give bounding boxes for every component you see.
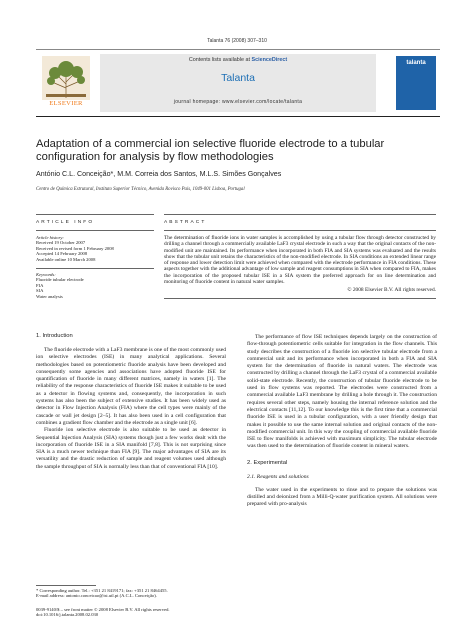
keyword: Water analysis xyxy=(36,293,63,299)
right-paragraph-1: The performance of flow ISE techniques depends largely on the construction of flow-through potentiometric cells suitable for integration in the flow channels. This study describes the construction of a fluoride ion selective tubular electrode from a commercial unit and its performance when incorporated in both a FIA and SIA system for the determination of fluoride in natural waters. The electrode was constructed by drilling a channel through the LaF3 crystal of a commercial available solid-state electrode. Recently, the construction of tubular fluoride electrode to be used in flow systems was reported. The electrodes were constructed from a commercial available LaF3 membrane by drilling a hole through it. The construction requires several other steps, namely housing the internal reference solution and the electrical contacts [11,12]. To our knowledge this is the first time that a commercial fluoride ISE is used in a tubular configuration, with a user friendly design that makes it possible to use the same internal solution and original contacts of the non-modified commercial unit. In this way the coupling of commercial available fluoride ISE to flow manifolds is achieved with maximum simplicity. The tubular electrode was then used to the determination of fluoride content in mineral waters. xyxy=(247,334,437,450)
section-heading-experimental: 2. Experimental xyxy=(247,459,288,466)
footnote xyxy=(36,585,226,599)
history-label: Article history: xyxy=(36,235,64,240)
doi-line[interactable]: doi:10.1016/j.talanta.2008.02.030 xyxy=(36,612,99,618)
article-info-column xyxy=(36,214,154,299)
article-title: Adaptation of a commercial ion selective fluoride electrode to a tubular configuration for analysis by flow methodologies xyxy=(36,138,385,164)
history-item: Available online 10 March 2008 xyxy=(36,256,96,262)
divider xyxy=(36,230,154,231)
divider xyxy=(164,230,436,231)
article-info-heading: ARTICLE INFO xyxy=(36,220,95,225)
corresponding-author-note: * Corresponding author. Tel.: +351 21 8419171; fax: +351 21 8464455. xyxy=(36,588,168,593)
divider xyxy=(36,214,154,215)
cover-title: talanta xyxy=(406,60,426,66)
footnote-divider xyxy=(36,585,96,586)
publisher-name: ELSEVIER xyxy=(49,100,83,107)
keyword: Fluoride tubular electrode xyxy=(36,277,84,283)
abstract-copyright: © 2008 Elsevier B.V. All rights reserved. xyxy=(347,287,436,294)
divider xyxy=(164,214,436,215)
keywords-label: Keywords: xyxy=(36,272,56,278)
journal-homepage[interactable]: journal homepage: www.elsevier.com/locate/talanta xyxy=(173,99,303,105)
keyword: FIA xyxy=(36,282,44,288)
publication-meta xyxy=(36,607,226,618)
history-item: Received in revised form 1 February 2008 xyxy=(36,245,114,251)
body-left-column xyxy=(36,333,226,471)
keyword: SIA xyxy=(36,288,44,294)
journal-reference: Talanta 76 (2008) 307–310 xyxy=(207,38,267,44)
divider xyxy=(36,268,154,269)
divider xyxy=(164,298,436,299)
body-right-column xyxy=(247,334,437,509)
author-list: António C.L. Conceição*, M.M. Correia dos Santos, M.L.S. Simões Gonçalves xyxy=(36,170,282,178)
contents-line xyxy=(100,57,376,63)
author-affiliation: Centro de Química Estrutural, Instituto Superior Técnico, Avenida Rovisco Pais, 1049-001 Lisboa, Portugal xyxy=(36,187,245,192)
abstract-column xyxy=(164,214,436,299)
journal-masthead xyxy=(36,49,440,117)
abstract-heading: ABSTRACT xyxy=(164,220,207,225)
sciencedirect-link[interactable]: ScienceDirect xyxy=(251,57,288,63)
abstract-text: The determination of fluoride ions in water samples is accomplished by using a tubular flow through detector constructed by drilling a channel through a commercially available LaF3 crystal electrode in such a way that the original contacts of the non-modified unit are maintained. Its performance when incorporated in both FIA and SIA systems was evaluated and the results show that the tubular unit retains the characteristics of the non-modified electrode. In SIA conditions an extended linear range of response and lower detection limit were achieved when compared with the electrode performance in FIA conditions. These aspects together with the additional advantage of low sample and reagent consumptions in SIA when compared to FIA, makes the incorporation of the proposed tubular ISE in a SIA system the preferred approach for on line determination and monitoring of fluoride content in natural water samples. xyxy=(164,235,437,286)
history-item: Received 19 October 2007 xyxy=(36,240,86,246)
history-item: Accepted 14 February 2008 xyxy=(36,251,88,257)
section-heading-introduction: 1. Introduction xyxy=(36,333,73,339)
contents-prefix: Contents lists available at xyxy=(188,57,250,63)
subsection-heading-reagents: 2.1. Reagents and solutions xyxy=(247,473,309,480)
intro-paragraph-1: The fluoride electrode with a LaF3 membrane is one of the most commonly used ion selective electrodes (ISE) in many analytical applications. Several methodologies based on potentiometric fluoride analysis have been developed and consequently some agencies and associations have adopted fluoride ISE for quantification of fluoride in many different matrices, namely in waters [1]. The reliability of the response characteristics of fluoride ISE makes it suitable to be used as a detector in flowing systems and, consequently, the incorporation in such systems has also been the subject of extensive studies. It has been widely used as detector in Flow Injection Analysis (FIA) where the cell types were mainly of the cascade or wall jet design [2–5]. It has also been used in a cell configuration that combines a gradient flow chamber and the electrode as a single unit [6]. xyxy=(36,347,226,426)
intro-paragraph-2: Fluoride ion selective electrode is also suitable to be used as detector in Sequential Injection Analysis (SIA) systems though just a few works dealt with the incorporation of fluoride ISE in a SIA manifold [7,8]. This is not surprising since SIA is a much newer technique than FIA [9]. The major advantages of SIA are its versatility and the drastic reduction of sample and reagent volumes used although the sample throughput of SIA is normally less than that of conventional FIA [10]. xyxy=(36,427,226,470)
email-note[interactable]: E-mail address: antonio.conceicao@ist.utl.pt (A.C.L. Conceição). xyxy=(36,593,157,599)
right-paragraph-2: The water used in the experiments to rinse and to prepare the solutions was distilled and deionized from a Milli-Q-water purification system. All solutions were prepared with pro-analysis xyxy=(247,486,437,508)
issn-line: 0039-9140/$ – see front matter © 2008 Elsevier B.V. All rights reserved. xyxy=(36,607,170,612)
journal-name: Talanta xyxy=(221,72,255,84)
masthead-center-panel xyxy=(100,54,376,112)
